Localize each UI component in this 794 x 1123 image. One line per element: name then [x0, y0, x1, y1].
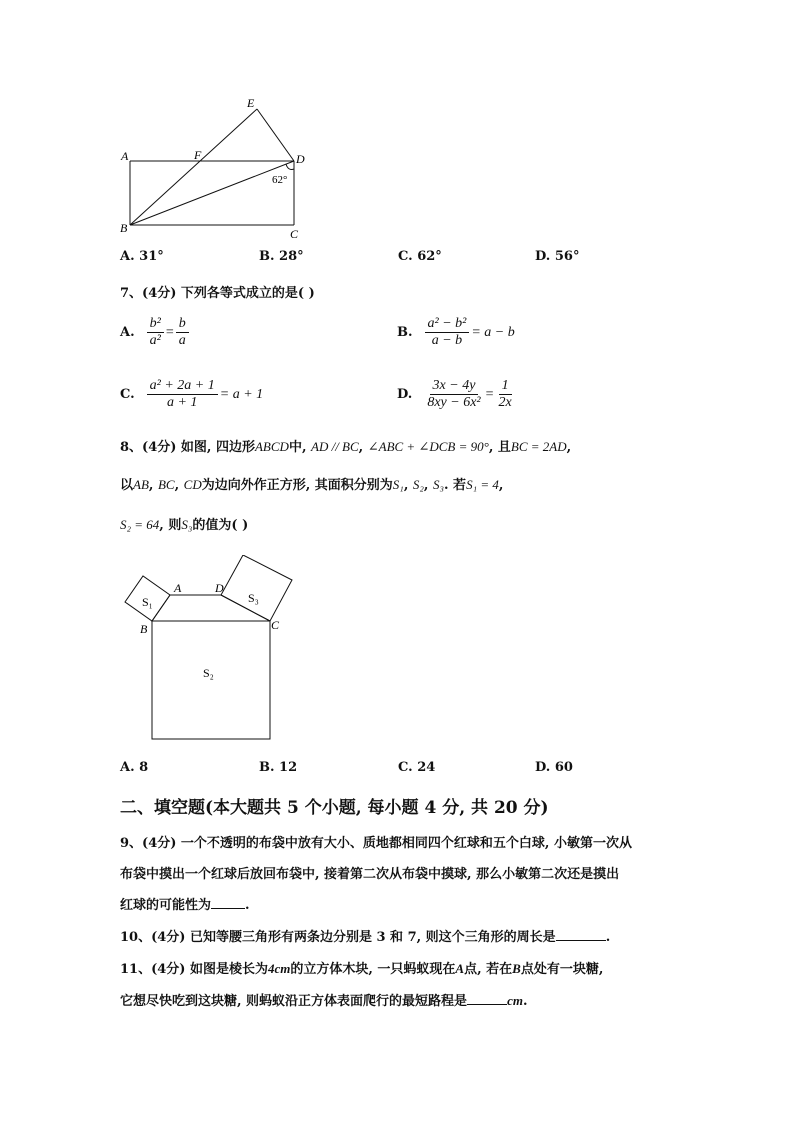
q8-option-a-text: 8	[139, 760, 149, 775]
q8-option-c-text: 24	[417, 760, 436, 775]
label-D: D	[296, 152, 305, 166]
label-E: E	[247, 96, 255, 110]
label-C: C	[290, 227, 299, 240]
q7-option-b[interactable]: B. $\frac{\text{a² − b²}}{a - b}$ = a − b	[397, 316, 515, 348]
q8-line-2: 以AB, BC, CD为边向外作正方形, 其面积分别为S₁, S₂, S₃. 若S₁ = 4,	[120, 477, 504, 493]
q7-option-c[interactable]: C. $\frac{\text{a² + 2a + 1}}{a + 1}$ = a + 1	[120, 378, 264, 410]
q6-option-d[interactable]: D. 56°	[535, 249, 580, 264]
label-S2: S₂	[203, 666, 214, 680]
q8-line-1: 8、(4分) 如图, 四边形ABCD中, AD // BC, ∠ABC + ∠DCB = 90°, 且BC = 2AD,	[120, 439, 572, 455]
q6-option-a[interactable]: A. 31°	[120, 249, 164, 264]
q7-stem: 7、(4分) 下列各等式成立的是( )	[120, 286, 315, 301]
label-F: F	[194, 148, 202, 162]
q8-option-b-text: 12	[279, 760, 298, 775]
q8-option-b[interactable]: B. 12	[259, 760, 298, 775]
q6-option-a-text: 31°	[139, 249, 164, 264]
line-BE	[130, 109, 257, 225]
q7-a-rhs-fraction: $\frac{b}{a}$	[176, 316, 189, 349]
question-8-figure	[118, 555, 308, 745]
q8-option-c[interactable]: C. 24	[398, 760, 436, 775]
q7-option-a[interactable]: A. $\frac{\text{b²}}{\text{a²}}$ = $\frac{b}{a}$	[120, 316, 191, 349]
label-A: A	[121, 149, 129, 163]
q11-line-1: 11、(4分) 如图是棱长为4cm的立方体木块, 一只蚂蚁现在A点, 若在B点处有一块糖,	[120, 961, 604, 977]
q6-option-b-text: 28°	[279, 249, 304, 264]
angle-arc	[286, 164, 294, 169]
q11-answer-blank[interactable]	[467, 992, 507, 1005]
section-2-title: 二、填空题(本大题共 5 个小题, 每小题 4 分, 共 20 分)	[120, 798, 549, 818]
label-A: A	[174, 581, 182, 595]
label-S3: S₃	[248, 591, 259, 605]
q8-option-d[interactable]: D. 60	[535, 760, 573, 775]
q7-b-lhs-fraction: $\frac{\text{a² − b²}}{a - b}$	[425, 316, 470, 349]
q8-option-d-text: 60	[554, 760, 573, 775]
square-S3	[221, 555, 292, 621]
q9-line-1: 9、(4分) 一个不透明的布袋中放有大小、质地都相同四个红球和五个白球, 小敏第一次从	[120, 836, 632, 851]
q10-answer-blank[interactable]	[556, 928, 606, 941]
label-S1: S₁	[142, 595, 153, 609]
label-C: C	[271, 618, 280, 632]
q9-answer-blank[interactable]	[211, 896, 245, 909]
question-6-figure	[110, 95, 320, 240]
q7-a-lhs-fraction: $\frac{\text{b²}}{\text{a²}}$	[147, 316, 164, 349]
label-B: B	[120, 221, 128, 235]
q10-text: 10、(4分) 已知等腰三角形有两条边分别是 3 和 7, 则这个三角形的周长是 .	[120, 930, 611, 945]
label-B: B	[140, 622, 148, 636]
q6-option-b[interactable]: B. 28°	[259, 249, 304, 264]
q6-option-d-text: 56°	[554, 249, 580, 264]
q9-line-3: 红球的可能性为 .	[120, 898, 250, 913]
q8-line-3: S₂ = 64, 则S₃的值为( )	[120, 517, 249, 533]
line-BD	[130, 161, 294, 225]
q7-d-rhs-fraction: $\frac{1}{2x}$	[498, 378, 512, 410]
q9-line-2: 布袋中摸出一个红球后放回布袋中, 接着第二次从布袋中摸球, 那么小敏第二次还是摸出	[120, 867, 620, 882]
q8-option-a[interactable]: A. 8	[120, 760, 149, 775]
square-S2	[152, 621, 270, 739]
q7-d-lhs-fraction: $\frac{3x - 4y}{\text{8xy − 6x²}}$	[427, 378, 481, 410]
q7-option-d[interactable]: D. $\frac{3x - 4y}{\text{8xy − 6x²}}$ = $\frac{1}{2x}$	[397, 378, 517, 411]
q7-c-lhs-fraction: $\frac{\text{a² + 2a + 1}}{a + 1}$	[147, 378, 218, 411]
line-ED	[257, 109, 294, 161]
label-D: D	[215, 581, 224, 595]
label-angle: 62°	[272, 174, 288, 186]
q6-option-c[interactable]: C. 62°	[398, 249, 442, 264]
q6-option-c-text: 62°	[417, 249, 442, 264]
q11-line-2: 它想尽快吃到这块糖, 则蚂蚁沿正方体表面爬行的最短路程是 cm.	[120, 993, 528, 1009]
